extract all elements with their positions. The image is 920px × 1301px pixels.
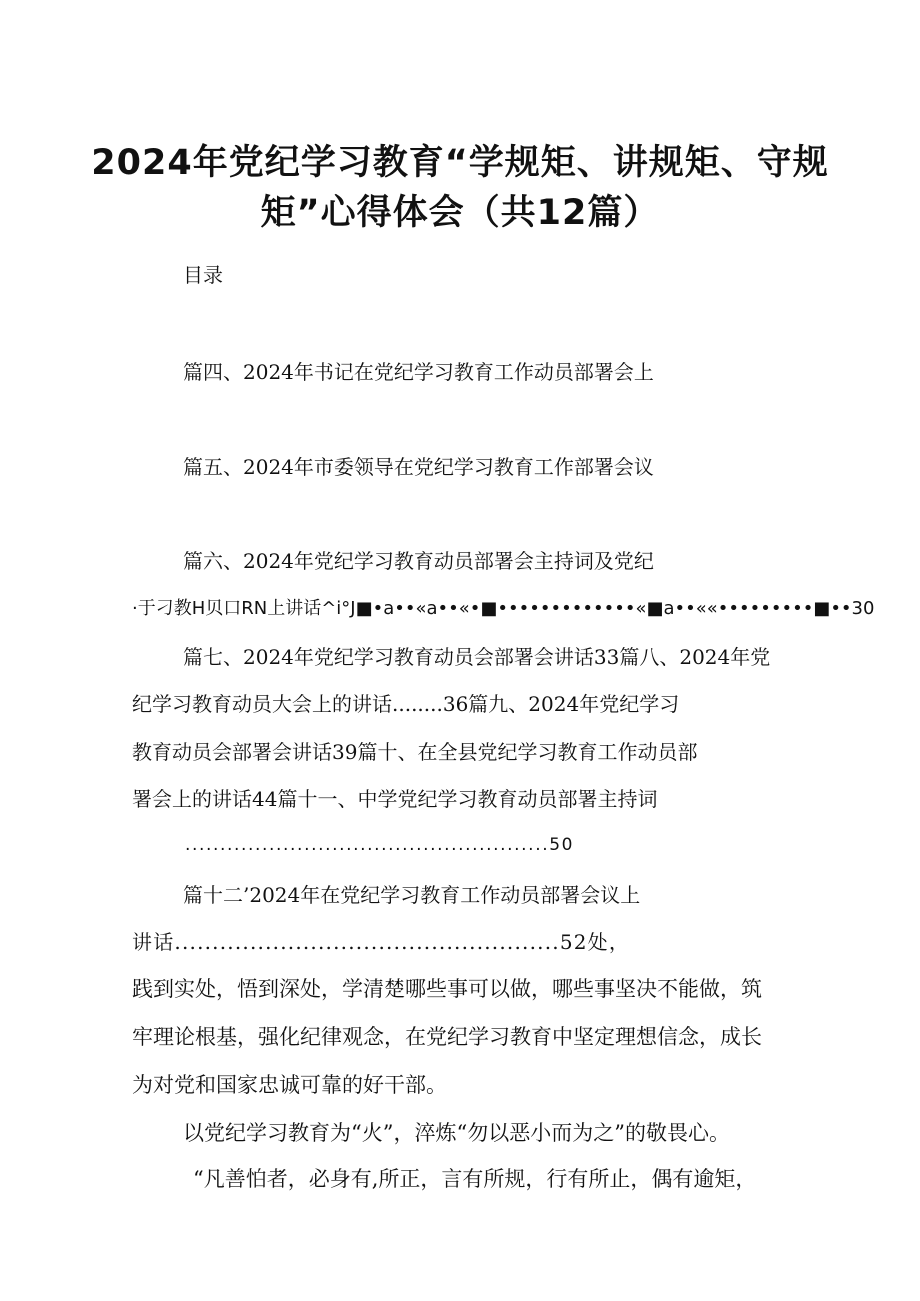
body-paragraph-line: “凡善怕者，必身有,所正，言有所规，行有所止，偶有逾矩， bbox=[193, 1167, 757, 1191]
document-title-line-2: 矩”心得体会（共12篇） bbox=[260, 193, 660, 233]
document-title-line-1: 2024年党纪学习教育“学规矩、讲规矩、守规 bbox=[91, 143, 829, 183]
body-paragraph-line: 以党纪学习教育为“火”，淬炼“勿以恶小而为之”的敬畏心。 bbox=[183, 1121, 730, 1145]
body-paragraph-line: 践到实处，悟到深处，学清楚哪些事可以做，哪些事坚决不能做，筑 bbox=[132, 977, 762, 1001]
body-paragraph-line: 牢理论根基，强化纪律观念，在党纪学习教育中坚定理想信念，成长 bbox=[132, 1025, 762, 1049]
toc-heading: 目录 bbox=[183, 263, 223, 287]
toc-entry: 篇七、2024年党纪学习教育动员会部署会讲话33篇八、2024年党 bbox=[183, 645, 771, 669]
toc-entry: 篇五、2024年市委领导在党纪学习教育工作部署会议 bbox=[183, 455, 654, 479]
toc-entry: 署会上的讲话44篇十一、中学党纪学习教育动员部署主持词 bbox=[132, 787, 658, 811]
toc-entry: 篇六、2024年党纪学习教育动员部署会主持词及党纪 bbox=[183, 549, 654, 573]
toc-entry: 讲话...................................................52处， bbox=[132, 930, 631, 954]
toc-entry: 教育动员会部署会讲话39篇十、在全县党纪学习教育工作动员部 bbox=[132, 740, 698, 764]
body-paragraph-line: 为对党和国家忠诚可靠的好干部。 bbox=[132, 1073, 447, 1097]
toc-dot-leader: ....................................................50 bbox=[185, 835, 575, 855]
toc-entry: 篇四、2024年书记在党纪学习教育工作动员部署会上 bbox=[183, 360, 654, 384]
toc-entry-garbled: ·于刁教H贝口RN上讲话^i°J■•a••«a••«•■•••••••••••••«■a••««•••••••••■••30 bbox=[132, 598, 875, 619]
toc-entry: 纪学习教育动员大会上的讲话........36篇九、2024年党纪学习 bbox=[132, 692, 680, 716]
toc-entry: 篇十二’2024年在党纪学习教育工作动员部署会议上 bbox=[183, 883, 641, 907]
